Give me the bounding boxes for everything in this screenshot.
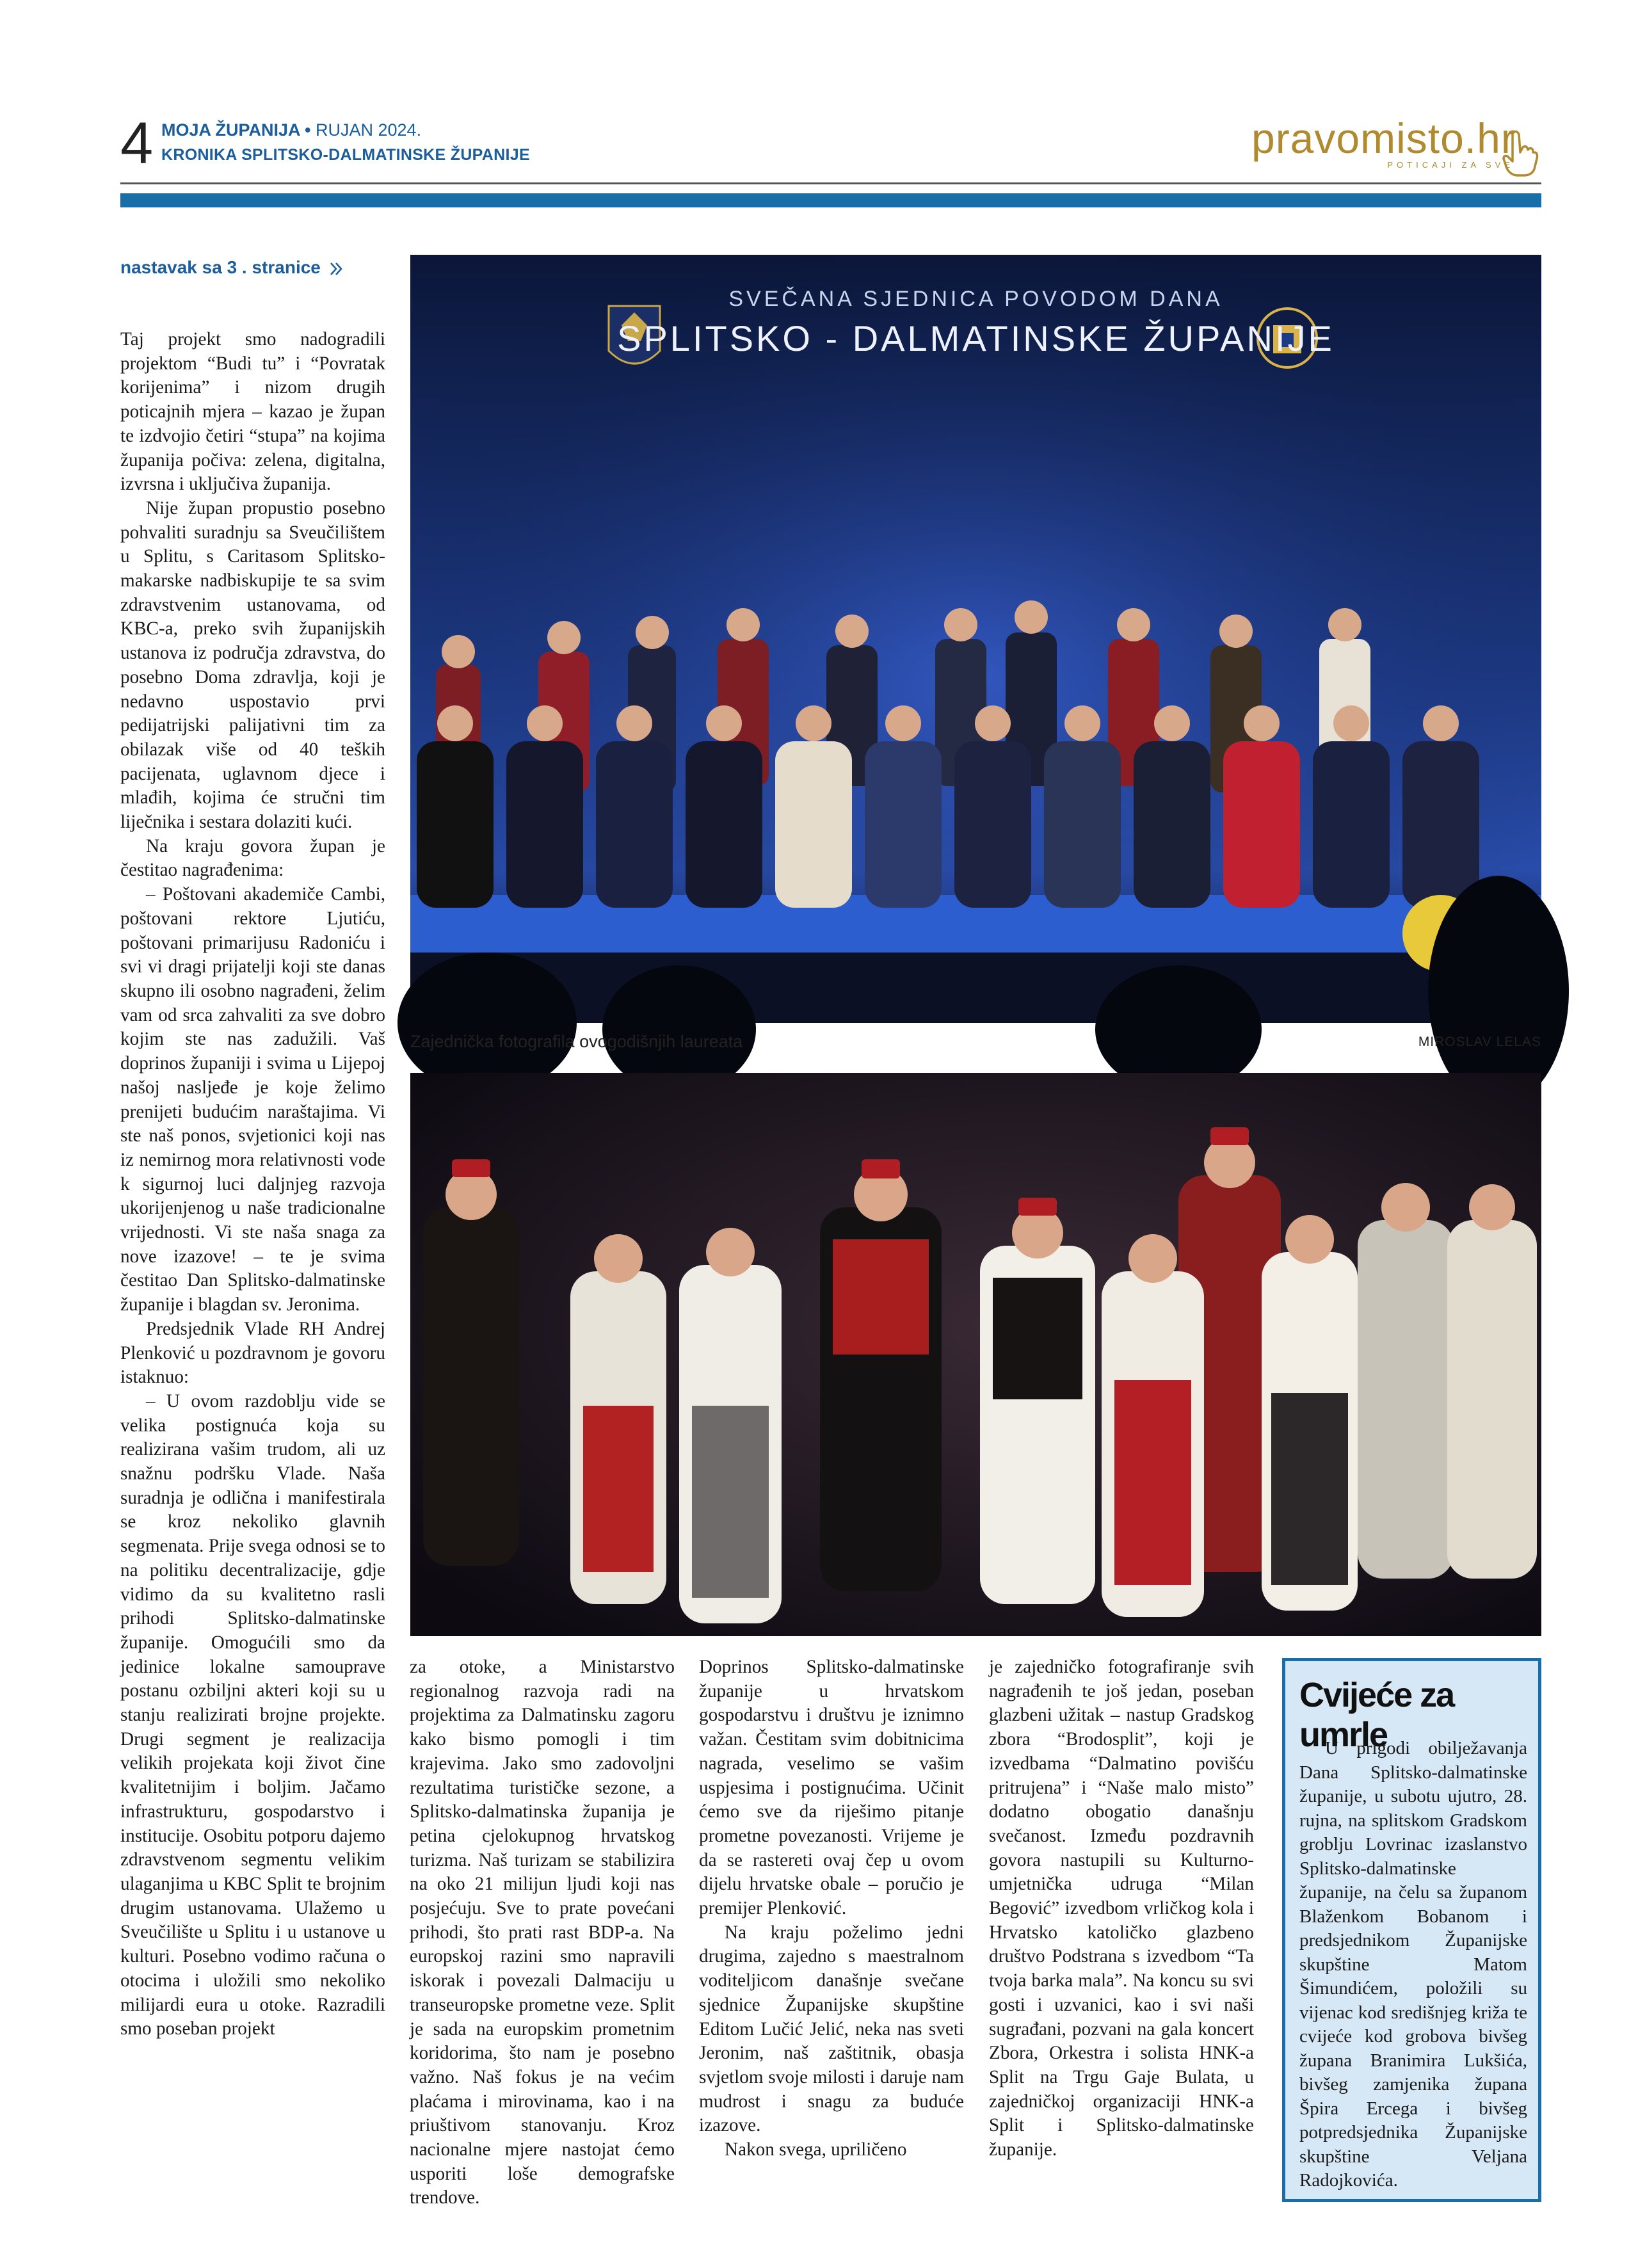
- article-column-1: [120, 328, 385, 2041]
- arrow-icon: [330, 261, 344, 277]
- stage-banner-line1: SVEČANA SJEDNICA POVODOM DANA: [728, 287, 1223, 311]
- photo-caption: Zajednička fotografila ovogodišnjih laureata: [410, 1032, 743, 1051]
- paragraph: Doprinos Splitsko-dalmatinske županije u hrvatskom gospodarstvu i društvu je iznimno važan. Čestitam svim dobitnicima nagrada, veselimo se vašim uspjesima i postignućima. Učinit ćemo sve da riješimo pitanje prometne povezanosti. Vrijeme je da se rastereti ovaj čep u ovom dijelu hrvatske obale – poručio je premijer Plenković.: [699, 1657, 964, 1919]
- photo-caption-overlay: KUD Milan Begović iz Vrlike: [835, 2173, 1019, 2215]
- header-color-bar: [120, 193, 1541, 207]
- paragraph: Nije župan propustio posebno pohvaliti suradnju sa Sveučilištem u Splitu, s Caritasom Splitsko-makarske nadbiskupije te sa svim zdravstvenim ustanovama, od KBC-a, preko svih županijskih ustanova iz područja zdravstva, do posebno Doma zdravlja, koji je nedavno uspostavio prvi pedijatrijski palijativni tim za obilazak više od 40 teških pacijenata, uglavnom djece i mlađih, kojima će stručni tim liječnika i sestara dolaziti kući.: [120, 497, 385, 833]
- paragraph: Na kraju govora župan je čestitao nagrađenima:: [120, 835, 385, 881]
- photo-credit: MIROSLAV LELAS: [1418, 1034, 1541, 1049]
- bullet: •: [305, 120, 311, 140]
- logo-text: pravomisto.hr: [1251, 115, 1516, 162]
- article-column-4: [989, 1655, 1254, 2162]
- stage-banner-line2: SPLITSKO - DALMATINSKE ŽUPANIJE: [617, 318, 1335, 358]
- paragraph: – U ovom razdoblju vide se velika postignuća koja su realizirana vašim trudom, ali uz snažnu podršku Vlade. Naša suradnja je odlična i manifestirala se kroz nekoliko glavnih segmenata. Prije svega odnosi se to na politiku decentralizacije, gdje vidimo da su kvalitetno rasli prihodi Splitsko-dalmatinske županije. Omogućili smo da jedinice lokalne samouprave postanu ozbiljni akteri koji su u stanju realizirati brojne projekte. Drugi segment je realizacija velikih projekata koji život čine kvalitetnijim i boljim. Jačamo infrastrukturu, gospodarstvo i institucije. Osobitu potporu dajemo zdravstvenom segmentu velikim ulaganjima u KBC Split te brojnim drugim ustanovama. Ulažemo u Sveučilište u Splitu i u ustanove u kulturi. Posebno vodimo računa o otocima i uložili smo nekoliko milijardi eura u otoke. Razradili smo poseban projekt: [120, 1390, 385, 2039]
- paragraph: za otoke, a Ministarstvo regionalnog razvoja radi na projektima za Dalmatinsku zagoru kako bismo pomogli i tim krajevima. Jako smo zadovoljni rezultatima turističke sezone, a Splitsko-dalmatinska županija je petina cjelokupnog hrvatskog turizma. Naš turizam se stabilizira na oko 21 milijun ljudi koji nas posjećuju. Sve to prate povećani prihodi, što prati rast BDP-a. Na europskoj razini smo napravili iskorak i povezali Dalmaciju u transeuropske prometne veze. Split je sada na europskim prometnim koridorima, što nam je posebno važno. Naš fokus je na većim plaćama i mirovinama, kao i na priuštivom stanovanju. Kroz nacionalne mjere nastojat ćemo usporiti loše demografske trendove.: [410, 1657, 675, 2208]
- issue-date: RUJAN 2024.: [316, 120, 422, 140]
- paragraph: Taj projekt smo nadogradili projektom “Budi tu” i “Povratak korijenima” i nizom drugih poticajnih mjera – kazao je župan te izdvojio četiri “stupa” na kojima županija počiva: zelena, digitalna, izvrsna i uključiva županija.: [120, 329, 385, 495]
- pravomisto-logo[interactable]: [1251, 114, 1539, 184]
- sidebar-box: [1282, 1658, 1541, 2202]
- paragraph: je zajedničko fotografiranje svih nagrađenih te još jedan, poseban glazbeni užitak – nastup Gradskog zbora “Brodosplit”, koji je izvedbama “Dalmatino povišću pritrujena” i “Naše malo misto” dodatno obogatio današnju svečanost. Između pozdravnih govora nastupili su Kulturno-umjetnička udruga “Milan Begović” izvedbom vrličkog kola i Hrvatsko katoličko glazbeno društvo Podstrana s izvedbom “Ta tvoja barka mala”. Na koncu su svi gosti i uzvanici, kao i svi naši sugrađani, pozvani na gala koncert Zbora, Orkestra i solista HNK-a Split na Trgu Gaje Bulata, u zajedničkoj organizaciji HNK-a Split i Splitsko-dalmatinske županije.: [989, 1657, 1254, 2160]
- paragraph: Na kraju poželimo jedni drugima, zajedno s maestralnom voditeljicom današnje svečane sjednice Županijske skupštine Editom Lučić Jelić, neka nas sveti Jeronim, naš zaštitnik, obasja svjetlom svoje milosti i daruje nam mudrost i snagu za buduće izazove.: [699, 1922, 964, 2136]
- stage-illustration: [410, 255, 1541, 1023]
- page-number: 4: [120, 111, 154, 176]
- header-section-line: [161, 120, 421, 140]
- sidebar-title: Cvijeće za umrle: [1299, 1676, 1454, 1754]
- logo-tagline: POTICAJI ZA SVE: [1387, 160, 1514, 170]
- paragraph: Predsjednik Vlade RH Andrej Plenković u pozdravnom je govoru istaknuo:: [120, 1318, 385, 1388]
- dancers-illustration: [410, 1073, 1541, 1636]
- header-rule: [120, 182, 1541, 184]
- article-column-3: [699, 1655, 964, 2162]
- paragraph: U prigodi obilježavanja Dana Splitsko-dalmatinske županije, u subotu ujutro, 28. rujna, na splitskom Gradskom groblju Lovrinac izaslanstvo Splitsko-dalmatinske županije, na čelu sa županom Blaženkom Bobanom i predsjednikom Županijske skupštine Matom Šimundićem, položili su vijenac kod središnjeg križa te cvijeće kod grobova bivšeg župana Branimira Lukšića, bivšeg zamjenika župana Špira Ercega i bivšeg potpredsjednika Županijske skupštine Veljana Radojkovića.: [1299, 1738, 1527, 2191]
- header-subtitle: KRONIKA SPLITSKO-DALMATINSKE ŽUPANIJE: [161, 146, 530, 164]
- laureates-group-photo: [410, 255, 1541, 1023]
- pointing-hand-icon: [1501, 128, 1539, 179]
- section-name: MOJA ŽUPANIJA: [161, 120, 300, 140]
- paragraph: Nakon svega, upriličeno: [725, 2139, 907, 2160]
- continuation-label[interactable]: nastavak sa 3 . stranice: [120, 257, 344, 278]
- photo-credit-overlay: NIKOLA VILIĆ/CROPIX: [835, 2226, 970, 2240]
- sidebar-text: [1299, 1737, 1527, 2193]
- article-column-2: [410, 1655, 675, 2210]
- paragraph: – Poštovani akademiče Cambi, poštovani rektore Ljutiću, poštovani primarijusu Radoniću i svi vi dragi prijatelji koji ste danas skupno ili osobno nagrađeni, želim vam od srca zahvaliti za sve dobro kojim ste nas zadužili. Vaš doprinos županiji i svima u Lijepoj našoj nasljeđe je koje želimo prenijeti budućim naraštajima. Vi ste naš ponos, svjetionici koji nas iz nemirnog mora relativnosti vode k sigurnoj luci daljnjeg razvoja ukorijenjenog u naše tradicionalne vrijednosti. Vi ste naša snaga za nove izazove! – te je svima čestitao Dan Splitsko-dalmatinske županije i blagdan sv. Jeronima.: [120, 884, 385, 1315]
